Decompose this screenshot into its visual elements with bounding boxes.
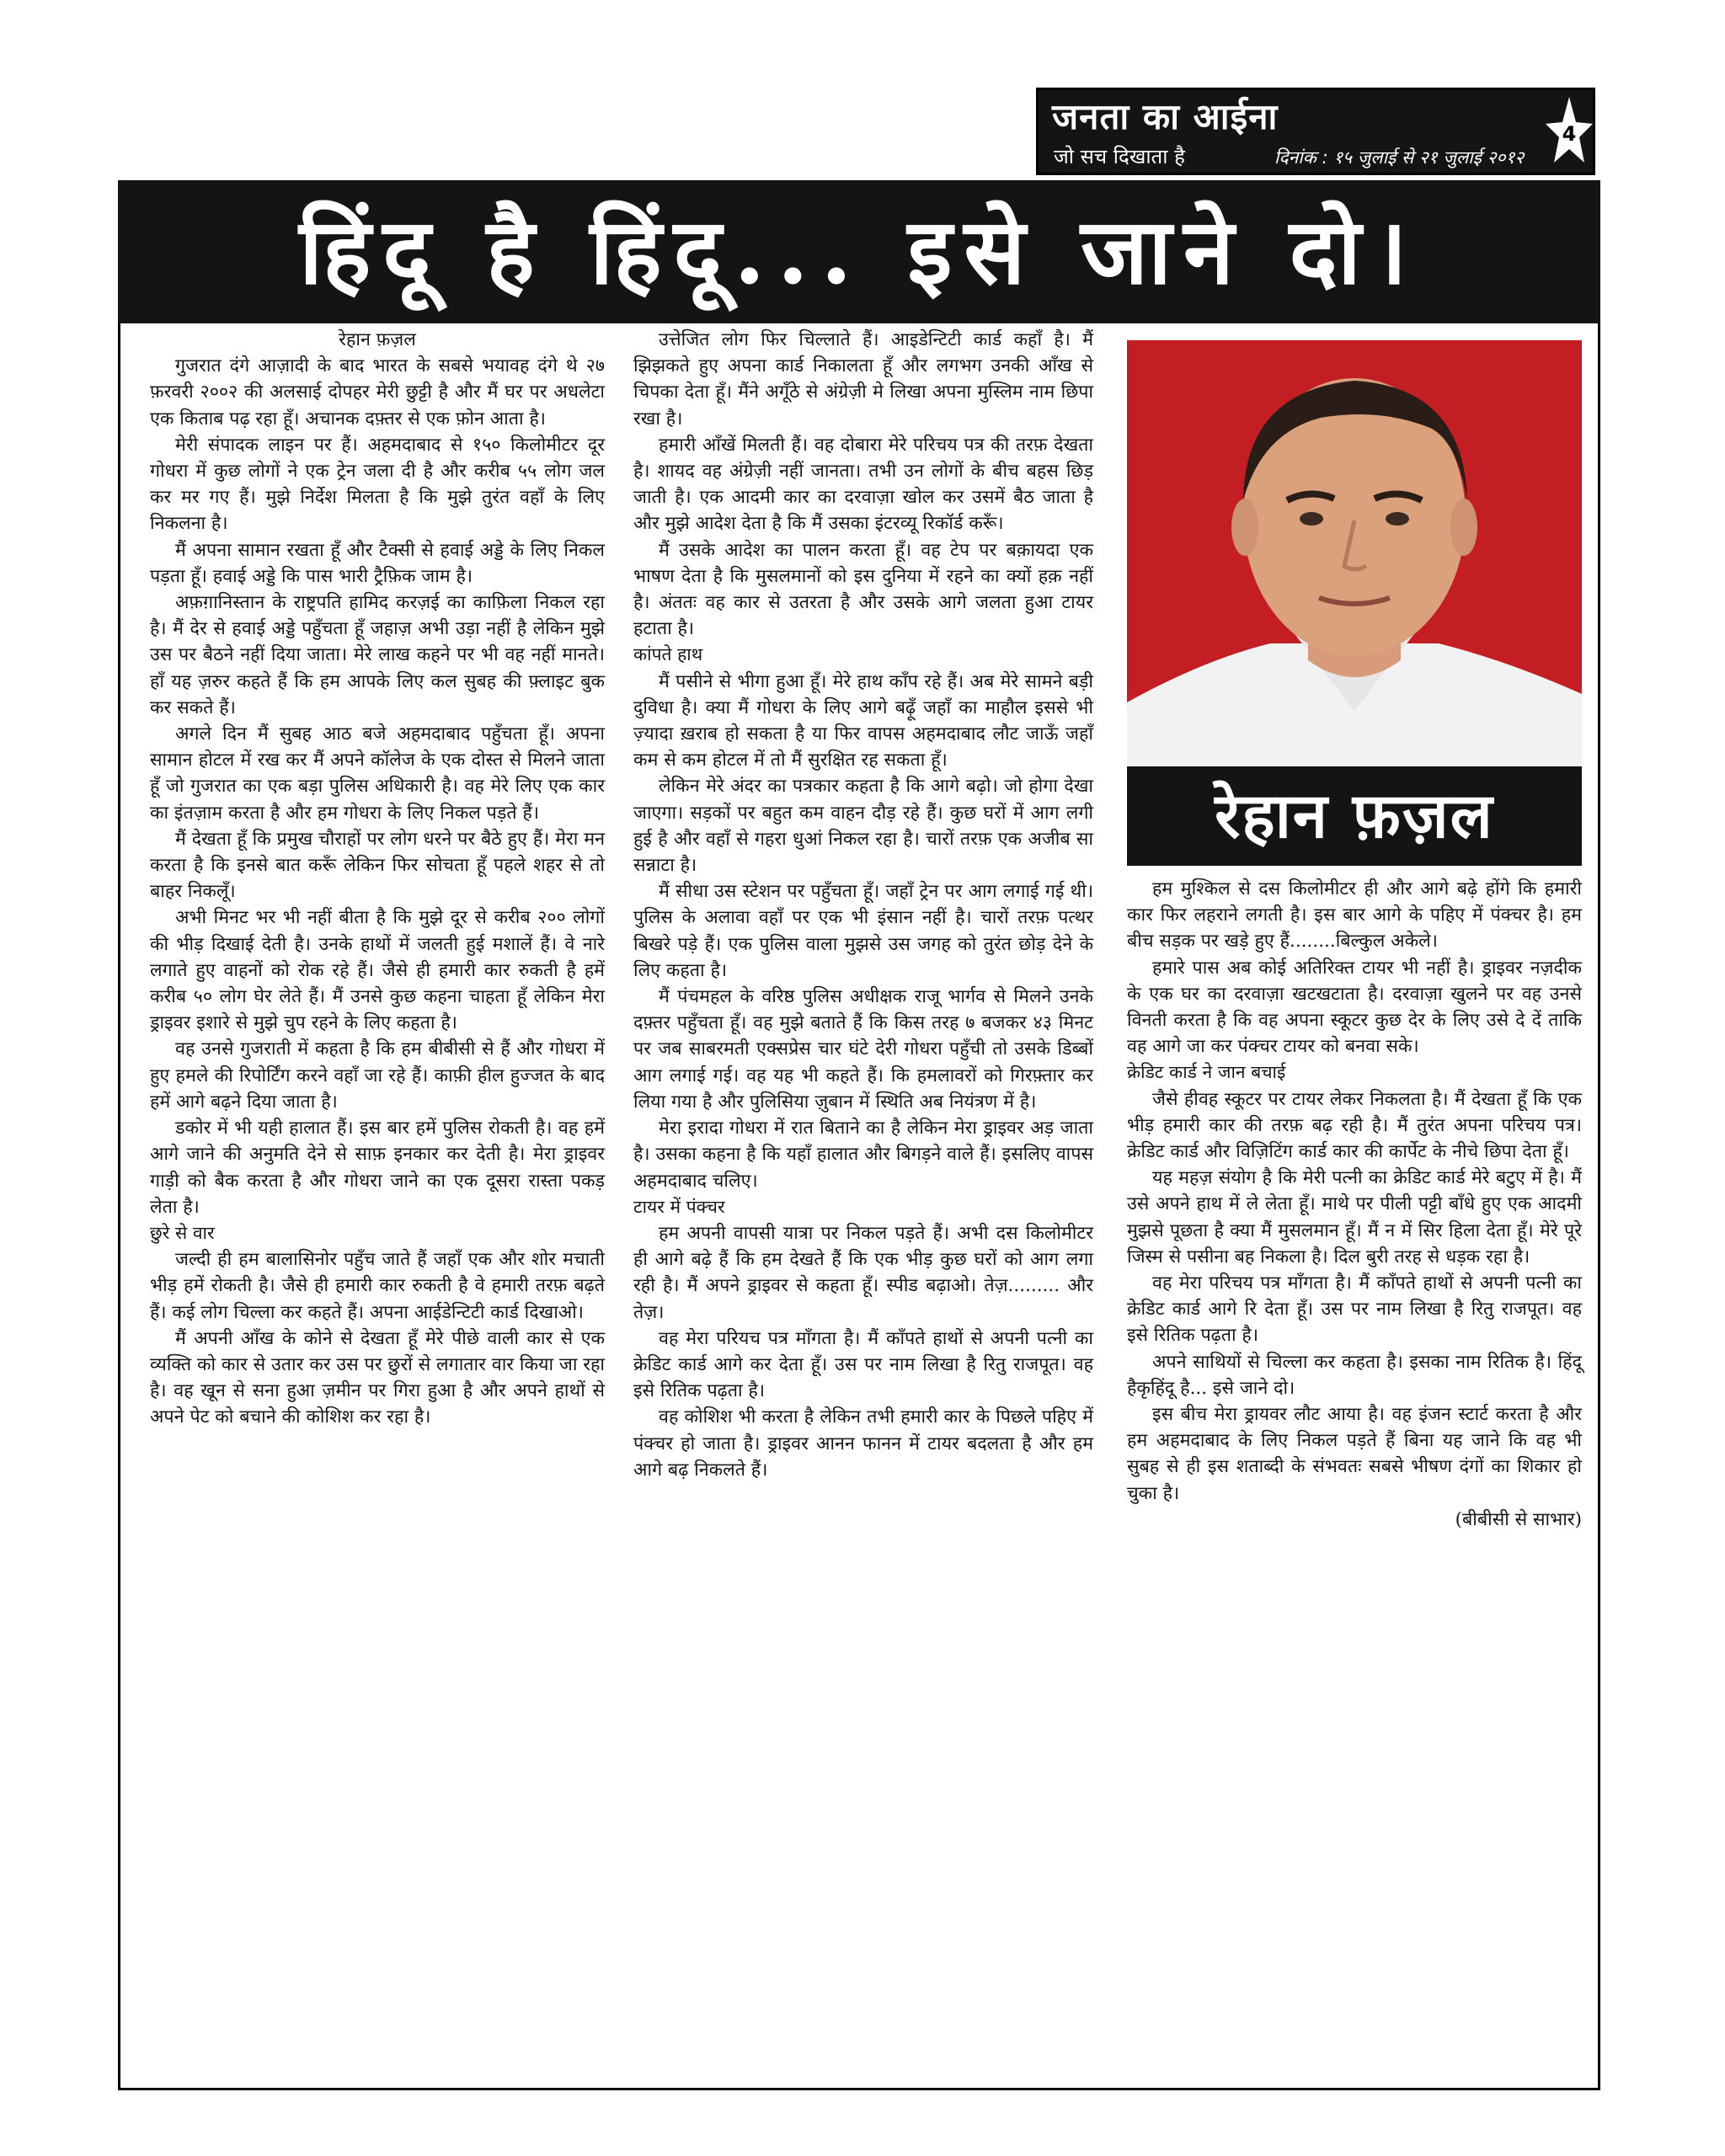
photo-caption-band [1127, 766, 1582, 866]
paragraph: अगले दिन मैं सुबह आठ बजे अहमदाबाद पहुँचता हूँ। अपना सामान होटल में रख कर मैं अपने कॉलेज के एक दोस्त से मिलने जाता हूँ जो गुजरात का एक बड़ा पुलिस अधिकारी है। वह मेरे लिए एक कार का इंतज़ाम करता है और हम गोधरा के लिए निकल पड़ते हैं। [150, 723, 605, 824]
article-column-2 [633, 327, 1093, 1483]
paragraph: लेकिन मेरे अंदर का पत्रकार कहता है कि आगे बढ़ो। जो होगा देखा जाएगा। सड़कों पर बहुत कम वाहन दौड़ रहे हैं। कुछ घरों में आग लगी हुई है और वहाँ से गहरा धुआं निकल रहा है। चारों तरफ़ एक अजीब सा सन्नाटा है। [633, 776, 1093, 877]
paragraph: गुजरात दंगे आज़ादी के बाद भारत के सबसे भयावह दंगे थे २७ फ़रवरी २००२ की अलसाई दोपहर मेरी छुट्टी है और मैं घर पर अधलेटा एक किताब पढ़ रहा हूँ। अचानक दफ़्तर से एक फ़ोन आता है। [150, 355, 605, 430]
paragraph: वह कोशिश भी करता है लेकिन तभी हमारी कार के पिछले पहिए में पंक्चर हो जाता है। ड्राइवर आनन फानन में टायर बदलता है और हम आगे बढ़ निकलते हैं। [633, 1406, 1093, 1481]
photo-caption: रेहान फ़ज़ल [1215, 780, 1494, 852]
paragraph: डकोर में भी यही हालात हैं। इस बार हमें पुलिस रोकती है। वह हमें आगे जाने की अनुमति देने से साफ़ इनकार कर देती है। मेरा ड्राइवर गाड़ी को बैक करता है और गोधरा जाने का एक दूसरा रास्ता पकड़ लेता है। [150, 1118, 605, 1218]
headline: हिंदू है हिंदू... इसे जाने दो। [299, 199, 1419, 305]
masthead [1036, 88, 1595, 175]
paragraph: हमारी आँखें मिलती हैं। वह दोबारा मेरे परिचय पत्र की तरफ़ देखता है। शायद वह अंग्रेज़ी नहीं जानता। तभी उन लोगों के बीच बहस छिड़ जाती है। एक आदमी कार का दरवाज़ा खोल कर उसमें बैठ जाता है और मुझे आदेश देता है कि मैं उसका इंटरव्यू रिकॉर्ड करूँ। [633, 434, 1093, 535]
paragraph: वह उनसे गुजराती में कहता है कि हम बीबीसी से हैं और गोधरा में हुए हमले की रिपोर्टिंग करने वहाँ जा रहे हैं। काफ़ी हील हुज्जत के बाद हमें आगे बढ़ने दिया जाता है। [150, 1038, 605, 1113]
headline-band [118, 180, 1600, 323]
paragraph: हम मुश्किल से दस किलोमीटर ही और आगे बढ़े होंगे कि हमारी कार फिर लहराने लगती है। इस बार आगे के पहिए में पंक्चर है। हम बीच सड़क पर खड़े हुए हैं........बिल्कुल अकेले। [1127, 878, 1582, 953]
paragraph: वह मेरा परिचय पत्र माँगता है। मैं काँपते हाथों से अपनी पत्नी का क्रेडिट कार्ड आगे रि देता हूँ। उस पर नाम लिखा है रितु राजपूत। वह इसे रितिक पढ़ता है। [1127, 1273, 1582, 1347]
paragraph: जल्दी ही हम बालासिनोर पहुँच जाते हैं जहाँ एक और शोर मचाती भीड़ हमें रोकती है। जैसे ही हमारी कार रुकती है वे हमारी तरफ़ बढ़ते हैं। कई लोग चिल्ला कर कहते हैं। अपना आईडेन्टिटी कार्ड दिखाओ। [150, 1249, 605, 1323]
paragraph: मैं अपनी आँख के कोने से देखता हूँ मेरे पीछे वाली कार से एक व्यक्ति को कार से उतार कर उस पर छुरों से लगातार वार किया जा रहा है। वह खून से सना हुआ ज़मीन पर गिरा हुआ है और अपने हाथों से अपने पेट को बचाने की कोशिश कर रहा है। [150, 1327, 605, 1428]
portrait-illustration [1127, 340, 1582, 766]
paragraph: मेरा इरादा गोधरा में रात बिताने का है लेकिन मेरा ड्राइवर अड़ जाता है। उसका कहना है कि यहाँ हालात और बिगड़ने वाले हैं। इसलिए वापस अहमदाबाद चलिए। [633, 1118, 1093, 1192]
star-icon [1544, 92, 1594, 173]
paragraph: हमारे पास अब कोई अतिरिक्त टायर भी नहीं है। ड्राइवर नज़दीक के एक घर का दरवाज़ा खटखटाता है। दरवाज़ा खुलने पर वह उनसे विनती करता है कि वह अपना स्कूटर कुछ देर के लिए उसे दे दें ताकि वह आगे जा कर पंक्चर टायर को बनवा सके। [1127, 957, 1582, 1058]
paragraph: यह महज़ संयोग है कि मेरी पत्नी का क्रेडिट कार्ड मेरे बटुए में है। मैं उसे अपने हाथ में ले लेता हूँ। माथे पर पीली पट्टी बाँधे हुए एक आदमी मुझसे पूछता है क्या मैं मुसलमान हूँ। मैं न में सिर हिला देता हूँ। मेरे पूरे जिस्म से पसीना बह निकला है। दिल बुरी तरह से धड़क रहा है। [1127, 1167, 1582, 1267]
article-column-1 [150, 327, 605, 1431]
paragraph: मैं अपना सामान रखता हूँ और टैक्सी से हवाई अड्डे के लिए निकल पड़ता हूँ। हवाई अड्डे कि पास भारी ट्रैफ़िक जाम है। [150, 539, 605, 587]
paragraph: इस बीच मेरा ड्रायवर लौट आया है। वह इंजन स्टार्ट करता है और हम अहमदाबाद के लिए निकल पड़ते हैं बिना यह जाने कि वह भी सुबह से ही इस शताब्दी के संभवतः सबसे भीषण दंगों का शिकार हो चुका है। [1127, 1404, 1582, 1504]
paragraph: अफ़ग़ानिस्तान के राष्ट्रपति हामिद करज़ई का काफ़िला निकल रहा है। मैं देर से हवाई अड्डे पहुँचता हूँ जहाज़ अभी उड़ा नहीं है लेकिन मुझे उस पर बैठने नहीं दिया जाता। मेरे लाख कहने पर भी वह नहीं मानते। हाँ यह ज़रुर कहते हैं कि हम आपके लिए कल सुबह की फ़्लाइट बुक कर सकते हैं। [150, 592, 605, 718]
issue-date: दिनांक : १५ जुलाई से २१ जुलाई २०१२ [1274, 147, 1525, 168]
paragraph: मैं सीधा उस स्टेशन पर पहुँचता हूँ। जहाँ ट्रेन पर आग लगाई गई थी। पुलिस के अलावा वहाँ पर एक भी इंसान नहीं है। चारों तरफ़ पत्थर बिखरे पड़े हैं। एक पुलिस वाला मुझसे उस जगह को तुरंत छोड़ देने के लिए कहता है। [633, 881, 1093, 981]
paragraph: मैं देखता हूँ कि प्रमुख चौराहों पर लोग धरने पर बैठे हुए हैं। मेरा मन करता है कि इनसे बात करूँ लेकिन फिर सोचता हूँ पहले शहर से तो बाहर निकलूँ। [150, 828, 605, 903]
paragraph: उत्तेजित लोग फिर चिल्लाते हैं। आइडेन्टिटी कार्ड कहाँ है। मैं झिझकते हुए अपना कार्ड निकालता हूँ और लगभग उनकी आँख से चिपका देता हूँ। मैंने अगूँठे से अंग्रेज़ी मे लिखा अपना मुस्लिम नाम छिपा रखा है। [633, 329, 1093, 430]
subheading: टायर में पंक्चर [633, 1196, 725, 1217]
paragraph: मैं पंचमहल के वरिष्ठ पुलिस अधीक्षक राजू भार्गव से मिलने उनके दफ़्तर पहुँचता हूँ। वह मुझे बताते हैं कि किस तरह ७ बजकर ४३ मिनट पर जब साबरमती एक्सप्रेस चार घंटे देरी गोधरा पहुँची तो उसके डिब्बों आग लगाई गई। वह यह भी कहते हैं। कि हमलावरों को गिरफ़्तार कर लिया गया है और पुलिसिया ज़ुबान में स्थिति अब नियंत्रण में है। [633, 986, 1093, 1113]
masthead-tagline: जो सच दिखाता है [1054, 145, 1185, 168]
paragraph: हम अपनी वापसी यात्रा पर निकल पड़ते हैं। अभी दस किलोमीटर ही आगे बढ़े हैं कि हम देखते हैं कि एक भीड़ कुछ घरों को आग लगा रही है। मैं अपने ड्राइवर से कहता हूँ। स्पीड बढ़ाओ। तेज़......... और तेज़। [633, 1222, 1093, 1323]
page-number: 4 [1562, 122, 1577, 146]
paragraph: मैं उसके आदेश का पालन करता हूँ। वह टेप पर बक़ायदा एक भाषण देता है कि मुसलमानों को इस दुनिया में रहने का क्यों हक़ नहीं है। अंततः वह कार से उतरता है और उसके आगे जलता हुआ टायर हटाता है। [633, 539, 1093, 640]
paragraph: वह मेरा परियच पत्र माँगता है। मैं काँपते हाथों से अपनी पत्नी का क्रेडिट कार्ड आगे कर देता हूँ। उस पर नाम लिखा है रितु राजपूत। वह इसे रितिक पढ़ता है। [633, 1327, 1093, 1402]
byline: रेहान फ़ज़ल [339, 329, 416, 350]
paragraph: मैं पसीने से भीगा हुआ हूँ। मेरे हाथ काँप रहे हैं। अब मेरे सामने बड़ी दुविधा है। क्या मैं गोधरा के लिए आगे बढ़ूँ जहाँ का माहौल इससे भी ज़्यादा ख़राब हो सकता है या फिर वापस अहमदाबाद लौट जाऊँ जहाँ कम से कम होटल में तो मैं सुरक्षित रह सकता हूँ। [633, 670, 1093, 771]
article-column-3 [1127, 876, 1582, 1533]
subheading: क्रेडिट कार्ड ने जान बचाई [1127, 1062, 1286, 1083]
masthead-title: जनता का आईना [1052, 96, 1279, 137]
paragraph: मेरी संपादक लाइन पर हैं। अहमदाबाद से १५० किलोमीटर दूर गोधरा में कुछ लोगों ने एक ट्रेन जला दी है और करीब ५५ लोग जल कर मर गए हैं। मुझे निर्देश मिलता है कि मुझे तुरंत वहाँ के लिए निकलना है। [150, 434, 605, 535]
subheading: छुरे से वार [150, 1222, 215, 1243]
author-photo [1127, 340, 1582, 766]
paragraph: जैसे हीवह स्कूटर पर टायर लेकर निकलता है। मैं देखता हूँ कि एक भीड़ हमारी कार की तरफ़ बढ़ रही है। मैं तुरंत अपना परिचय पत्र। क्रेडिट कार्ड और विज़िटिंग कार्ड कार की कार्पेट के नीचे छिपा देता हूँ। [1127, 1088, 1582, 1163]
paragraph: अभी मिनट भर भी नहीं बीता है कि मुझे दूर से करीब २०० लोगों की भीड़ दिखाई देती है। उनके हाथों में जलती हुई मशालें हैं। वे नारे लगाते हुए वाहनों को रोक रहे हैं। जैसे ही हमारी कार रुकती है हमें करीब ५० लोग घेर लेते हैं। मैं उनसे कुछ कहना चाहता हूँ लेकिन मेरा ड्राइवर इशारे से मुझे चुप रहने के लिए कहता है। [150, 907, 605, 1034]
paragraph: अपने साथियों से चिल्ला कर कहता है। इसका नाम रितिक है। हिंदू हैकृहिंदू है... इसे जाने दो। [1127, 1351, 1582, 1399]
subheading: कांपते हाथ [633, 644, 703, 665]
source-credit: (बीबीसी से साभार) [1455, 1508, 1582, 1530]
